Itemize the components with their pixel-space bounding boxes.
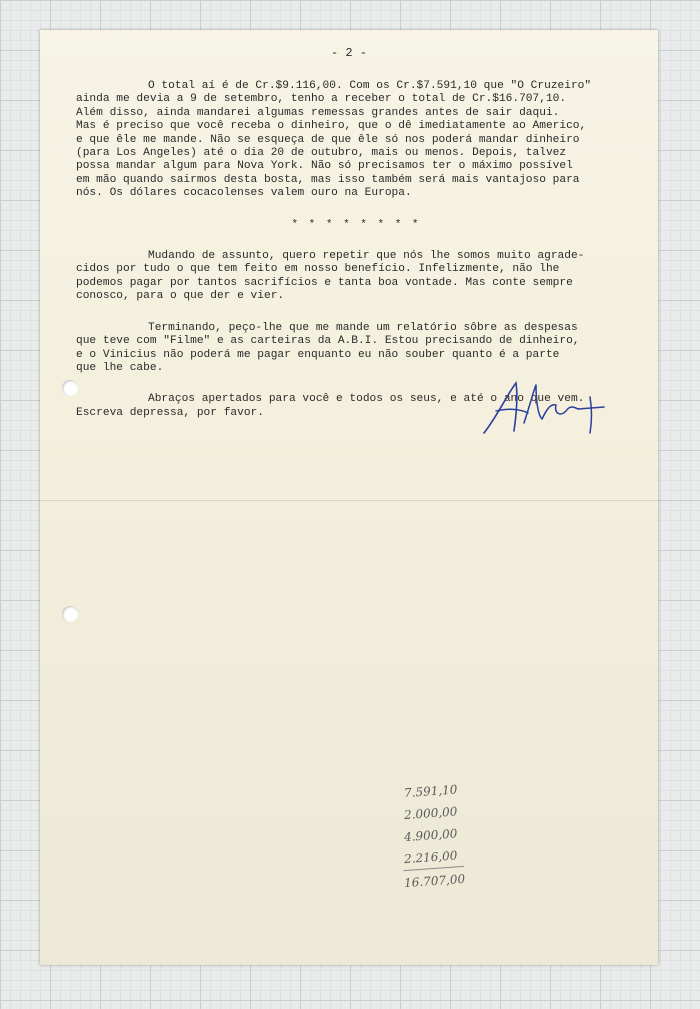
pencil-tally (404, 780, 465, 892)
page-fold (40, 500, 658, 501)
section-separator: * * * * * * * * (291, 218, 421, 231)
tally-total: 16.707,00 (403, 866, 466, 894)
tally-line: 4.900,00 (403, 826, 458, 845)
punch-hole-bottom (62, 606, 78, 622)
tally-line: 2.000,00 (403, 804, 458, 823)
paragraph-closing: Abraços apertados para você e todos os seus, e até o ano que vem. Escreva depressa, por favor. (76, 393, 585, 419)
page-number: - 2 - (330, 46, 367, 60)
tally-line: 2.216,00 (403, 848, 458, 867)
tally-line: 7.591,10 (403, 782, 458, 801)
paragraph-thanks: Mudando de assunto, quero repetir que nós lhe somos muito agrade- cidos por tudo o que tem feito em nosso benefício. Infelizmente, não lhe podemos pagar por tantos sacrifícios e tanta boa vontade. Mas conte sempre conosco, para o que der e vier. (76, 250, 585, 303)
letter-page (40, 30, 658, 965)
handwritten-signature (480, 375, 610, 445)
paragraph-remittance: O total aí é de Cr.$9.116,00. Com os Cr.$7.591,10 que "O Cruzeiro" ainda me devia a 9 de setembro, tenho a receber o total de Cr.$16.707,10. Além disso, ainda mandarei algumas remessas grandes antes de sair daqui. Mas é preciso que você receba o dinheiro, que o dê imediatamente ao Americo, e que êle me mande. Não se esqueça de que êle só nos poderá mandar dinheiro (para Los Angeles) até o dia 20 de outubro, mais ou menos. Depois, talvez possa mandar algum para Nova York. Não só precisamos ter o máximo possível em mão quando sairmos desta bosta, mas isso também será mais vantajoso para nós. Os dólares cocacolenses valem ouro na Europa. (76, 80, 592, 200)
paragraph-expenses: Terminando, peço-lhe que me mande um relatório sôbre as despesas que teve com "Filme" e as carteiras da A.B.I. Estou precisando de dinheiro, e o Vinicius não poderá me pagar enquanto eu não souber quanto é a parte que lhe cabe. (76, 321, 580, 374)
